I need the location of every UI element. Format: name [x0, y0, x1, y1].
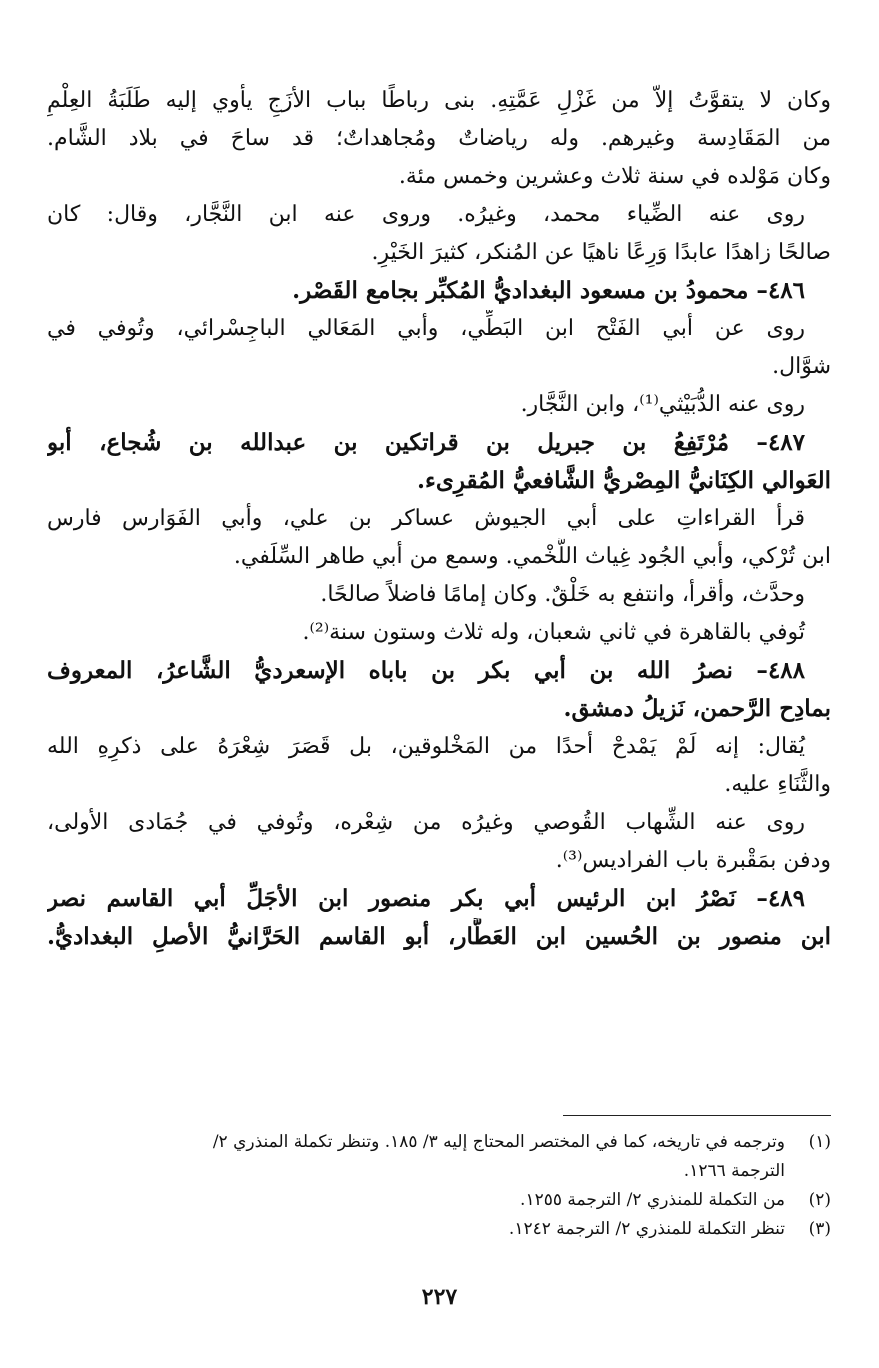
entry-heading-486: ٤٨٦– محمودُ بن مسعود البغداديُّ المُكبِّر بجامع القَصْر. [292, 277, 805, 304]
footnotes [41, 1128, 831, 1244]
text-line: وكان لا يتقوَّتُ إلاّ من غَزْلِ عَمَّتِهِ. بنى رباطًا بباب الأزَجِ يأوي إليه طَلَبَةُ العِلْمِ [47, 88, 831, 113]
footnote-divider [563, 1115, 831, 1116]
footnote-3 [41, 1215, 831, 1244]
page-number: ٢٢٧ [421, 1284, 458, 1310]
text-line: يُقال: إنه لَمْ يَمْدحْ أحدًا من المَخْلوقين، بل قَصَرَ شِعْرَهُ على ذكرِهِ الله [47, 734, 805, 759]
footnote-number: (٢) [808, 1190, 831, 1210]
text-line: روى عنه الشِّهاب القُوصي وغيرُه من شِعْره، وتُوفي في جُمَادى الأولى، [47, 810, 805, 835]
text-line: صالحًا زاهدًا عابدًا وَرِعًا ناهيًا عن المُنكر، كثيرَ الخَيْرِ. [371, 240, 831, 265]
footnote-2 [41, 1186, 831, 1215]
entry-heading-488: ٤٨٨– نصرُ الله بن أبي بكر بن باباه الإسعرديُّ الشَّاعرُ، المعروف [47, 657, 805, 684]
entry-heading-489: ٤٨٩– نَصْرُ ابن الرئيس أبي بكر منصور ابن الأجَلِّ أبي القاسم نصر [47, 885, 805, 912]
entry-heading-487: ٤٨٧– مُرْتَفِعُ بن جبريل بن قراتكين بن عبدالله بن شُجاع، أبو [47, 429, 805, 456]
main-text [47, 82, 831, 956]
text-line: من المَقَادِسة وغيرهم. وله رياضاتٌ ومُجاهداتٌ؛ قد ساحَ في بلاد الشَّام. [47, 126, 831, 151]
text-line: ودفن بمَقْبرة باب الفراديس⁽³⁾. [555, 848, 831, 873]
text-line: ابن تُرْكي، وأبي الجُود غِياث اللَّخْمي. وسمع من أبي طاهر السِّلَفي. [233, 544, 831, 569]
text-line: والثَّنَاءِ عليه. [724, 772, 831, 797]
footnote-text: من التكملة للمنذري ٢/ الترجمة ١٢٥٥. [520, 1190, 785, 1210]
text-line: تُوفي بالقاهرة في ثاني شعبان، وله ثلاث وستون سنة⁽²⁾. [302, 620, 805, 645]
footnote-1 [41, 1128, 831, 1157]
footnote-1-continuation: الترجمة ١٢٦٦. [683, 1161, 785, 1181]
footnote-text: وترجمه في تاريخه، كما في المختصر المحتاج إليه ٣/ ١٨٥. وتنظر تكملة المنذري ٢/ [212, 1132, 785, 1152]
footnote-number: (٣) [808, 1219, 831, 1239]
text-line: شوَّال. [772, 354, 831, 379]
text-line: روى عنه الدُّبَيْثي⁽¹⁾، وابن النَّجَّار. [520, 392, 805, 417]
text-line: وكان مَوْلده في سنة ثلاث وعشرين وخمس مئة. [398, 164, 831, 189]
footnote-text: تنظر التكملة للمنذري ٢/ الترجمة ١٢٤٢. [508, 1219, 785, 1239]
entry-heading-488-cont: بمادِح الرَّحمن، نَزيلُ دمشق. [563, 695, 831, 722]
text-line: روى عن أبي الفَتْح ابن البَطِّي، وأبي المَعَالي الباجِسْرائي، وتُوفي في [47, 316, 805, 341]
footnote-number: (١) [808, 1132, 831, 1152]
entry-heading-487-cont: العَوالي الكِنَانيُّ المِصْريُّ الشَّافعيُّ المُقرِىء. [417, 467, 831, 494]
text-line: قرأ القراءاتِ على أبي الجيوش عساكر بن علي، وأبي الفَوَارس فارس [47, 506, 805, 531]
text-line: روى عنه الضِّياء محمد، وغيرُه. وروى عنه ابن النَّجَّار، وقال: كان [47, 202, 805, 227]
text-line: وحدَّث، وأقرأ، وانتفع به خَلْقٌ. وكان إمامًا فاضلاً صالحًا. [320, 582, 805, 607]
entry-heading-489-cont: ابن منصور بن الحُسين ابن العَطَّار، أبو القاسم الحَرَّانيُّ الأصلِ البغداديُّ. [47, 923, 831, 950]
